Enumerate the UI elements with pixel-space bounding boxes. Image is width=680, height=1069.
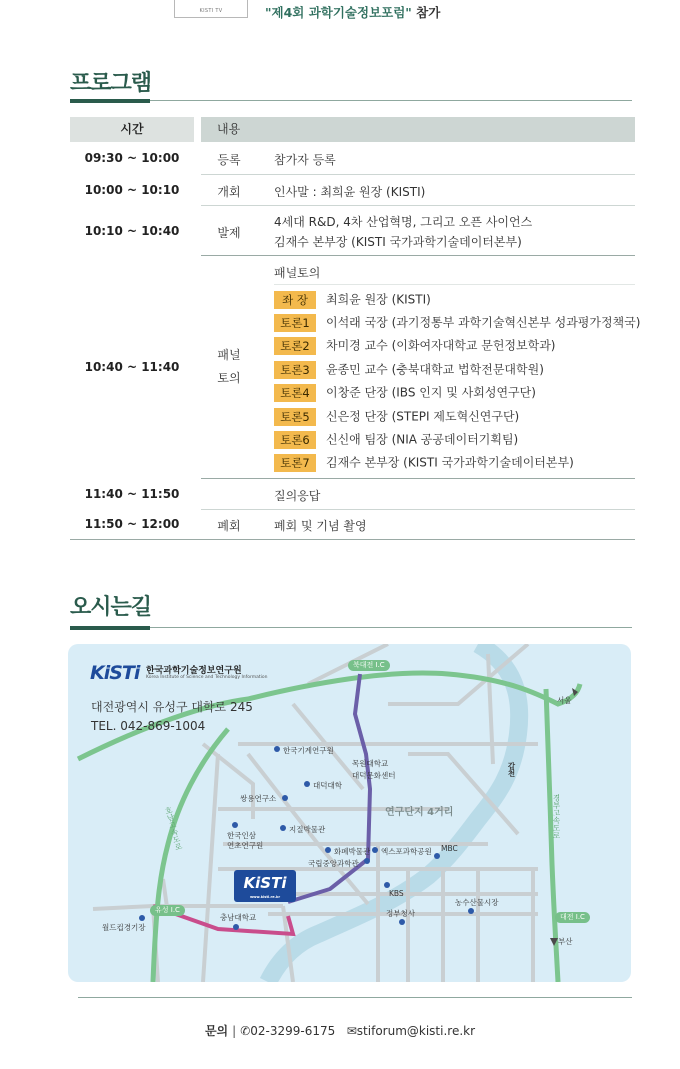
row-time: 10:40 ~ 11:40	[84, 360, 180, 374]
daedeok-univ-label: 대덕대학	[313, 781, 342, 790]
contact-phone[interactable]: 02-3299-6175	[250, 1024, 336, 1038]
program-title-line	[70, 100, 632, 101]
kimm-label: 한국기계연구원	[283, 746, 334, 755]
phone-icon: ✆	[240, 1024, 251, 1038]
kbs-label: KBS	[389, 889, 404, 898]
panel-person: 이창준 단장 (IBS 인지 및 사회성연구단)	[326, 385, 536, 400]
panel-member	[274, 407, 519, 425]
directions-title-bar	[70, 626, 150, 630]
contact-label: 문의	[204, 1024, 229, 1038]
row-description: 폐회 및 기념 촬영	[274, 519, 367, 533]
yuseong-ic-label: 유성 I.C	[150, 905, 185, 916]
panel-person: 최희윤 원장 (KISTI)	[326, 292, 431, 307]
table-row	[70, 479, 635, 509]
footer-contact: 문의 | ✆02-3299-6175 ✉stiforum@kisti.re.kr	[204, 1024, 476, 1038]
map-marker	[304, 781, 310, 787]
table-row	[70, 206, 635, 255]
map-roads	[68, 644, 631, 982]
panel-person: 차미경 교수 (이화여자대학교 문헌정보학과)	[326, 338, 556, 353]
row-description: 인사말 : 최희윤 원장 (KISTI)	[274, 185, 426, 199]
map-marker	[399, 919, 405, 925]
panel-role-badge: 토론4	[274, 384, 316, 402]
email-icon: ✉	[346, 1024, 357, 1038]
directions-title: 오시는길	[70, 595, 152, 620]
ginseng-label-1: 한국인삼	[227, 831, 256, 840]
panel-member	[274, 290, 431, 308]
row-time: 10:10 ~ 10:40	[84, 224, 180, 238]
col-header-content: 내용	[201, 117, 635, 142]
org-name: 한국과학기술정보연구원	[146, 666, 242, 676]
mokwon-label: 목원대학교	[352, 759, 389, 768]
col-header-time: 시간	[70, 117, 194, 142]
worldcup-stadium-label: 월드컵경기장	[102, 923, 146, 932]
row-time: 10:00 ~ 10:10	[84, 183, 180, 197]
panel-member	[274, 383, 536, 401]
panel-role-badge: 토론2	[274, 337, 316, 355]
program-title: 프로그램	[70, 71, 152, 96]
daejeon-ic-label: 대전 I.C	[555, 912, 590, 923]
geology-museum-label: 지질박물관	[289, 825, 326, 834]
row-category: 등록	[217, 153, 241, 167]
panel-member	[274, 313, 640, 331]
panel-member	[274, 360, 544, 378]
table-row	[70, 510, 635, 539]
row-category: 개회	[217, 185, 241, 199]
expo-park-label: 엑스포과학공원	[381, 847, 432, 856]
address: 대전광역시 유성구 대학로 245	[91, 700, 253, 714]
gapcheon-label: 갑천	[507, 762, 516, 777]
research-complex-crossroad-label: 연구단지 4거리	[385, 807, 454, 818]
panel-person: 윤종민 교수 (충북대학교 법학전문대학원)	[326, 362, 544, 377]
map-marker	[282, 795, 288, 801]
kisti-logo-mark: KiSTi	[90, 662, 140, 684]
row-category: 발제	[217, 226, 241, 240]
panel-heading: 패널토의	[274, 266, 321, 280]
kisti-marker-url: www.kisti.re.kr	[249, 895, 281, 899]
telephone: TEL. 042-869-1004	[91, 719, 206, 733]
row-time: 11:40 ~ 11:50	[84, 487, 180, 501]
north-daejeon-ic-label: 북대전 I.C	[348, 660, 390, 671]
map-marker	[384, 882, 390, 888]
currency-museum-label: 화폐박물관	[334, 847, 371, 856]
address-block	[91, 698, 253, 736]
directions-title-line	[70, 627, 632, 628]
government-complex-label: 정부청사	[386, 909, 415, 918]
panel-role-badge: 토론6	[274, 431, 316, 449]
panel-person: 이석래 국장 (과기정통부 과학기술혁신본부 성과평가정책국)	[326, 315, 641, 330]
table-bottom-line	[70, 539, 635, 540]
kisti-tv-logo-text: KISTI TV	[199, 8, 223, 14]
panel-person: 김재수 본부장 (KISTI 국가과학기술데이터본부)	[326, 455, 574, 470]
map-marker	[372, 847, 378, 853]
location-map[interactable]	[68, 644, 631, 982]
panel-role-badge: 토론7	[274, 454, 316, 472]
panel-member	[274, 336, 555, 354]
panel-role-badge: 토론1	[274, 314, 316, 332]
top-caption	[265, 3, 440, 21]
map-marker	[434, 853, 440, 859]
row-description: 4세대 R&D, 4차 산업혁명, 그리고 오픈 사이언스	[274, 215, 533, 229]
row-time: 09:30 ~ 10:00	[84, 151, 180, 165]
map-marker	[364, 858, 370, 864]
panel-person: 신신애 팀장 (NIA 공공데이터기획팀)	[326, 432, 519, 447]
cnu-label: 충남대학교	[220, 913, 257, 922]
seoul-label: 서울	[557, 696, 572, 705]
busan-label: 부산	[558, 937, 573, 946]
gyeongbu-expressway-label: 경부고속도로	[552, 794, 561, 839]
mbc-label: MBC	[441, 844, 458, 853]
contact-email[interactable]: stiforum@kisti.re.kr	[356, 1024, 476, 1038]
panel-heading-divider	[274, 284, 635, 285]
kisti-tv-logo	[174, 0, 248, 18]
row-time: 11:50 ~ 12:00	[84, 517, 180, 531]
table-row-panel	[70, 256, 641, 478]
org-name-en: Korea Institute of Science and Technology Information	[146, 675, 268, 680]
row-description: 질의응답	[274, 489, 321, 503]
forum-title: "제4회 과학기술정보포럼"	[265, 5, 412, 20]
panel-role-badge: 토론3	[274, 361, 316, 379]
program-title-bar	[70, 99, 150, 103]
daedeok-center-label: 대덕문화센터	[352, 771, 396, 780]
row-category: 토의	[217, 371, 241, 385]
panel-role-badge: 토론5	[274, 408, 316, 426]
ginseng-label-2: 연초연구원	[227, 841, 264, 850]
footer-divider	[78, 997, 632, 998]
kisti-marker-logo: KiSTi	[243, 874, 287, 892]
map-marker	[325, 847, 331, 853]
panel-person: 신은정 단장 (STEPI 제도혁신연구단)	[326, 409, 520, 424]
ssangyong-label: 쌍용연구소	[240, 794, 277, 803]
row-category: 패널	[217, 348, 241, 362]
science-museum-label: 국립중앙과학관	[308, 859, 359, 868]
panel-role-badge: 좌 장	[274, 291, 316, 309]
map-marker	[232, 822, 238, 828]
table-row	[70, 143, 635, 174]
table-row	[70, 175, 635, 205]
panel-member	[274, 453, 574, 471]
map-marker	[274, 746, 280, 752]
map-marker	[233, 924, 239, 930]
kisti-logo	[90, 662, 268, 684]
map-marker	[139, 915, 145, 921]
map-marker	[468, 908, 474, 914]
row-category: 폐회	[217, 519, 241, 533]
kisti-location-marker[interactable]	[234, 870, 296, 902]
row-description: 김재수 본부장 (KISTI 국가과학기술데이터본부)	[274, 235, 522, 249]
map-marker	[280, 825, 286, 831]
market-label: 농수산물시장	[455, 898, 499, 907]
panel-member	[274, 430, 518, 448]
forum-caption-rest: 참가	[411, 5, 441, 20]
honam-expressway-label: 호남고속도로	[163, 805, 184, 852]
row-description: 참가자 등록	[274, 153, 336, 167]
